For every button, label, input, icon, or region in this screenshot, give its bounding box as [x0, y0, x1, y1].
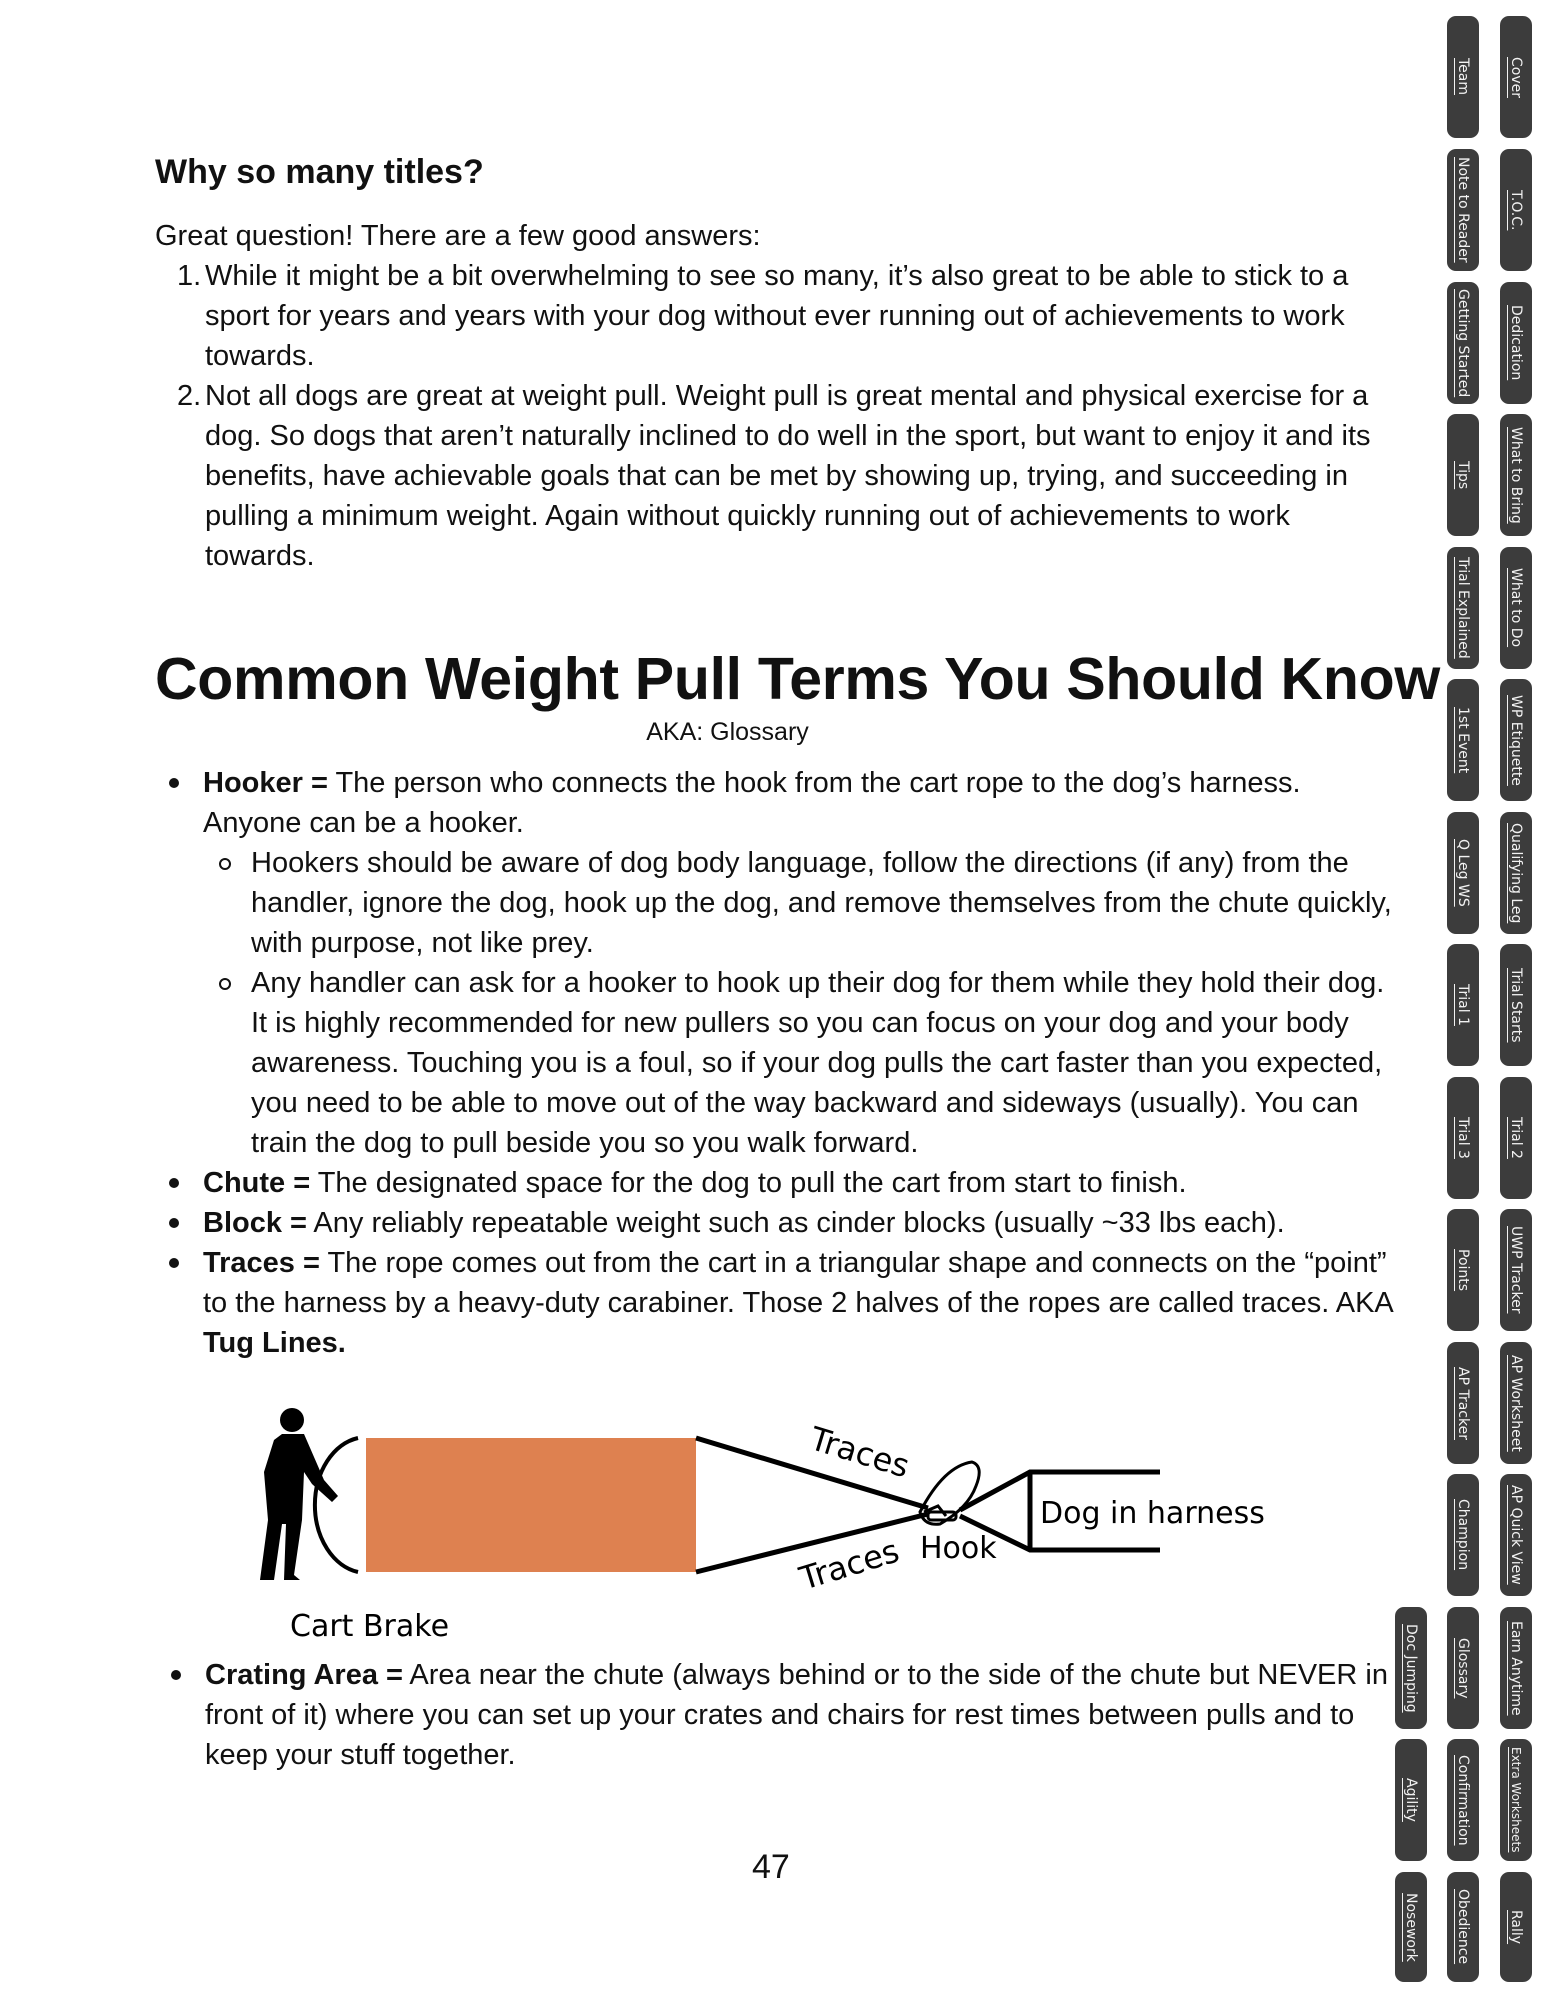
- list-number: 1.: [177, 260, 202, 292]
- section-heading: Why so many titles?: [155, 153, 484, 191]
- nav-tab-label: Earn Anytime: [1508, 1620, 1524, 1716]
- nav-tab-ap-quick-view[interactable]: [1500, 1474, 1532, 1596]
- nav-tab-extra-worksheets[interactable]: [1500, 1739, 1532, 1861]
- nav-tab-label: Rally: [1508, 1909, 1524, 1945]
- cart: [366, 1438, 696, 1572]
- nav-tab-label: AP Quick View: [1508, 1485, 1524, 1585]
- glossary-item-block: [155, 1203, 1400, 1243]
- nav-tab-tips[interactable]: [1447, 414, 1479, 536]
- nav-tab-label: Trial Starts: [1508, 967, 1524, 1043]
- nav-tab-first-event[interactable]: [1447, 679, 1479, 801]
- numbered-list: [155, 256, 1395, 576]
- list-number: 2.: [177, 380, 202, 412]
- nav-tab-ap-worksheet[interactable]: [1500, 1342, 1532, 1464]
- intro-text: Great question! There are a few good answers:: [155, 220, 761, 252]
- nav-tab-label: T.O.C.: [1508, 189, 1524, 231]
- nav-tab-team[interactable]: [1447, 16, 1479, 138]
- nav-tab-trial-explained[interactable]: [1447, 547, 1479, 669]
- nav-tab-label: Trial Explained: [1455, 557, 1471, 659]
- term-label: Hooker =: [203, 767, 328, 799]
- nav-tab-label: Trial 3: [1455, 1117, 1471, 1159]
- nav-tab-trial-2[interactable]: [1500, 1077, 1532, 1199]
- glossary-item-crating: [157, 1655, 1402, 1775]
- term-label: Traces =: [203, 1247, 320, 1279]
- nav-tab-what-to-bring[interactable]: [1500, 414, 1532, 536]
- nav-tab-label: Obedience: [1455, 1889, 1471, 1965]
- nav-tab-label: AP Tracker: [1455, 1366, 1471, 1440]
- glossary-item-chute: [155, 1163, 1400, 1203]
- nav-tab-rally[interactable]: [1500, 1872, 1532, 1982]
- nav-tab-label: What to Do: [1508, 568, 1524, 648]
- nav-tab-label: Nosework: [1403, 1892, 1419, 1962]
- nav-tab-label: Agility: [1403, 1778, 1419, 1822]
- glossary-subitem: Hookers should be aware of dog body language, follow the directions (if any) from the handler, ignore the dog, hook up the dog, and remove themselves from the chute quickly, with purpose, not like prey.: [203, 843, 1400, 963]
- nav-tab-agility[interactable]: [1395, 1739, 1427, 1861]
- dog-label: Dog in harness: [1040, 1496, 1265, 1531]
- glossary-item-traces: [155, 1243, 1400, 1363]
- nav-tab-label: Doc Jumping: [1403, 1623, 1419, 1713]
- traces-label-bottom: Traces: [795, 1531, 904, 1598]
- nav-tab-note-to-reader[interactable]: [1447, 149, 1479, 271]
- nav-tab-label: Trial 2: [1508, 1117, 1524, 1159]
- nav-tab-points[interactable]: [1447, 1209, 1479, 1331]
- nav-tab-label: Confirmation: [1455, 1754, 1471, 1846]
- term-label: Crating Area =: [205, 1659, 403, 1691]
- numbered-list-item: [155, 376, 1395, 576]
- list-item-text: Not all dogs are great at weight pull. Weight pull is great mental and physical exercise for a dog. So dogs that aren’t naturally inclined to do well in the sport, but want to enjoy it and its benefits, have achievable goals that can be met by showing up, trying, and succeeding in pulling a minimum weight. Again without quickly running out of achievements to work towards.: [205, 380, 1371, 572]
- nav-tab-label: WP Etiquette: [1508, 694, 1524, 786]
- cart-brake-arc: [315, 1438, 358, 1572]
- nav-tab-trial-1[interactable]: [1447, 944, 1479, 1066]
- nav-tab-what-to-do[interactable]: [1500, 547, 1532, 669]
- nav-tab-champion[interactable]: [1447, 1474, 1479, 1596]
- nav-tab-wp-etiquette[interactable]: [1500, 679, 1532, 801]
- nav-tab-label: Tips: [1455, 460, 1471, 490]
- nav-tab-label: What to Bring: [1508, 426, 1524, 524]
- nav-tab-cover[interactable]: [1500, 16, 1532, 138]
- nav-tab-label: Note to Reader: [1455, 157, 1471, 263]
- nav-tab-toc[interactable]: [1500, 149, 1532, 271]
- nav-tab-uwp-tracker[interactable]: [1500, 1209, 1532, 1331]
- nav-tab-ap-tracker[interactable]: [1447, 1342, 1479, 1464]
- glossary-list: [155, 763, 1400, 1363]
- page-title: Common Weight Pull Terms You Should Know: [155, 646, 1440, 712]
- glossary-subitem: Any handler can ask for a hooker to hook up their dog for them while they hold their dog. It is highly recommended for new pullers so you can focus on your dog and your body awareness. Touching you is a foul, so if your dog pulls the cart faster than you expected, you need to be able to move out of the way backward and sideways (usually). You can train the dog to pull beside you so you walk forward.: [203, 963, 1400, 1163]
- nav-tab-dedication[interactable]: [1500, 282, 1532, 404]
- term-label: Chute =: [203, 1167, 311, 1199]
- term-definition: Any reliably repeatable weight such as cinder blocks (usually ~33 lbs each).: [306, 1207, 1285, 1239]
- nav-tab-trial-3[interactable]: [1447, 1077, 1479, 1199]
- nav-tab-earn-anytime[interactable]: [1500, 1607, 1532, 1729]
- nav-tab-doc-jumping[interactable]: [1395, 1607, 1427, 1729]
- nav-tab-label: 1st Event: [1455, 706, 1471, 774]
- nav-tab-trial-starts[interactable]: [1500, 944, 1532, 1066]
- nav-tab-label: UWP Tracker: [1508, 1226, 1524, 1314]
- cart-brake-label: Cart Brake: [290, 1609, 450, 1644]
- nav-tab-glossary[interactable]: [1447, 1607, 1479, 1729]
- nav-tab-label: Points: [1455, 1248, 1471, 1292]
- person-silhouette-icon: [260, 1408, 338, 1580]
- subtitle-text: AKA: Glossary: [646, 718, 809, 746]
- glossary-sublist: [203, 843, 1400, 1163]
- term-label: Block =: [203, 1207, 307, 1239]
- nav-tab-label: Getting Started: [1455, 288, 1471, 398]
- page-number: 47: [752, 1848, 790, 1886]
- glossary-list-continued: [157, 1655, 1402, 1775]
- nav-tab-label: Team: [1455, 58, 1471, 96]
- nav-tab-label: Glossary: [1455, 1637, 1471, 1699]
- numbered-list-item: [155, 256, 1395, 376]
- nav-tab-label: Extra Worksheets: [1509, 1747, 1523, 1853]
- term-definition: Area near the chute (always behind or to the side of the chute but NEVER in front of it) where you can set up your crates and chairs for rest times between pulls and to keep your stuff together.: [205, 1659, 1388, 1771]
- nav-tab-label: Champion: [1455, 1499, 1471, 1571]
- weight-pull-diagram: [260, 1400, 1320, 1650]
- nav-tab-obedience[interactable]: [1447, 1872, 1479, 1982]
- nav-tab-getting-started[interactable]: [1447, 282, 1479, 404]
- nav-tab-qualifying-leg[interactable]: [1500, 812, 1532, 934]
- nav-tab-label: Dedication: [1508, 305, 1524, 381]
- nav-tab-label: Cover: [1508, 56, 1524, 98]
- nav-tab-nosework[interactable]: [1395, 1872, 1427, 1982]
- nav-tab-label: Trial 1: [1455, 984, 1471, 1026]
- term-aka: Tug Lines.: [203, 1327, 346, 1359]
- list-item-text: While it might be a bit overwhelming to see so many, it’s also great to be able to stick to a sport for years and years with your dog without ever running out of achievements to work towards.: [205, 260, 1349, 372]
- term-definition: The rope comes out from the cart in a triangular shape and connects on the “point” to the harness by a heavy-duty carabiner. Those 2 halves of the ropes are called traces. AKA: [203, 1247, 1393, 1319]
- subtitle: [0, 718, 1545, 747]
- nav-tab-label: AP Worksheet: [1508, 1354, 1524, 1452]
- term-definition: The person who connects the hook from the cart rope to the dog’s harness. Anyone can be a hooker.: [203, 767, 1301, 839]
- glossary-item-hooker: [155, 763, 1400, 1163]
- nav-tab-q-leg-ws[interactable]: [1447, 812, 1479, 934]
- hook-label: Hook: [920, 1531, 997, 1566]
- traces-label-top: Traces: [805, 1419, 914, 1486]
- nav-tab-label: Qualifying Leg: [1508, 822, 1524, 924]
- carabiner-icon: [920, 1462, 979, 1524]
- term-definition: The designated space for the dog to pull the cart from start to finish.: [310, 1167, 1187, 1199]
- nav-tab-label: Q Leg WS: [1455, 839, 1471, 907]
- nav-tab-confirmation[interactable]: [1447, 1739, 1479, 1861]
